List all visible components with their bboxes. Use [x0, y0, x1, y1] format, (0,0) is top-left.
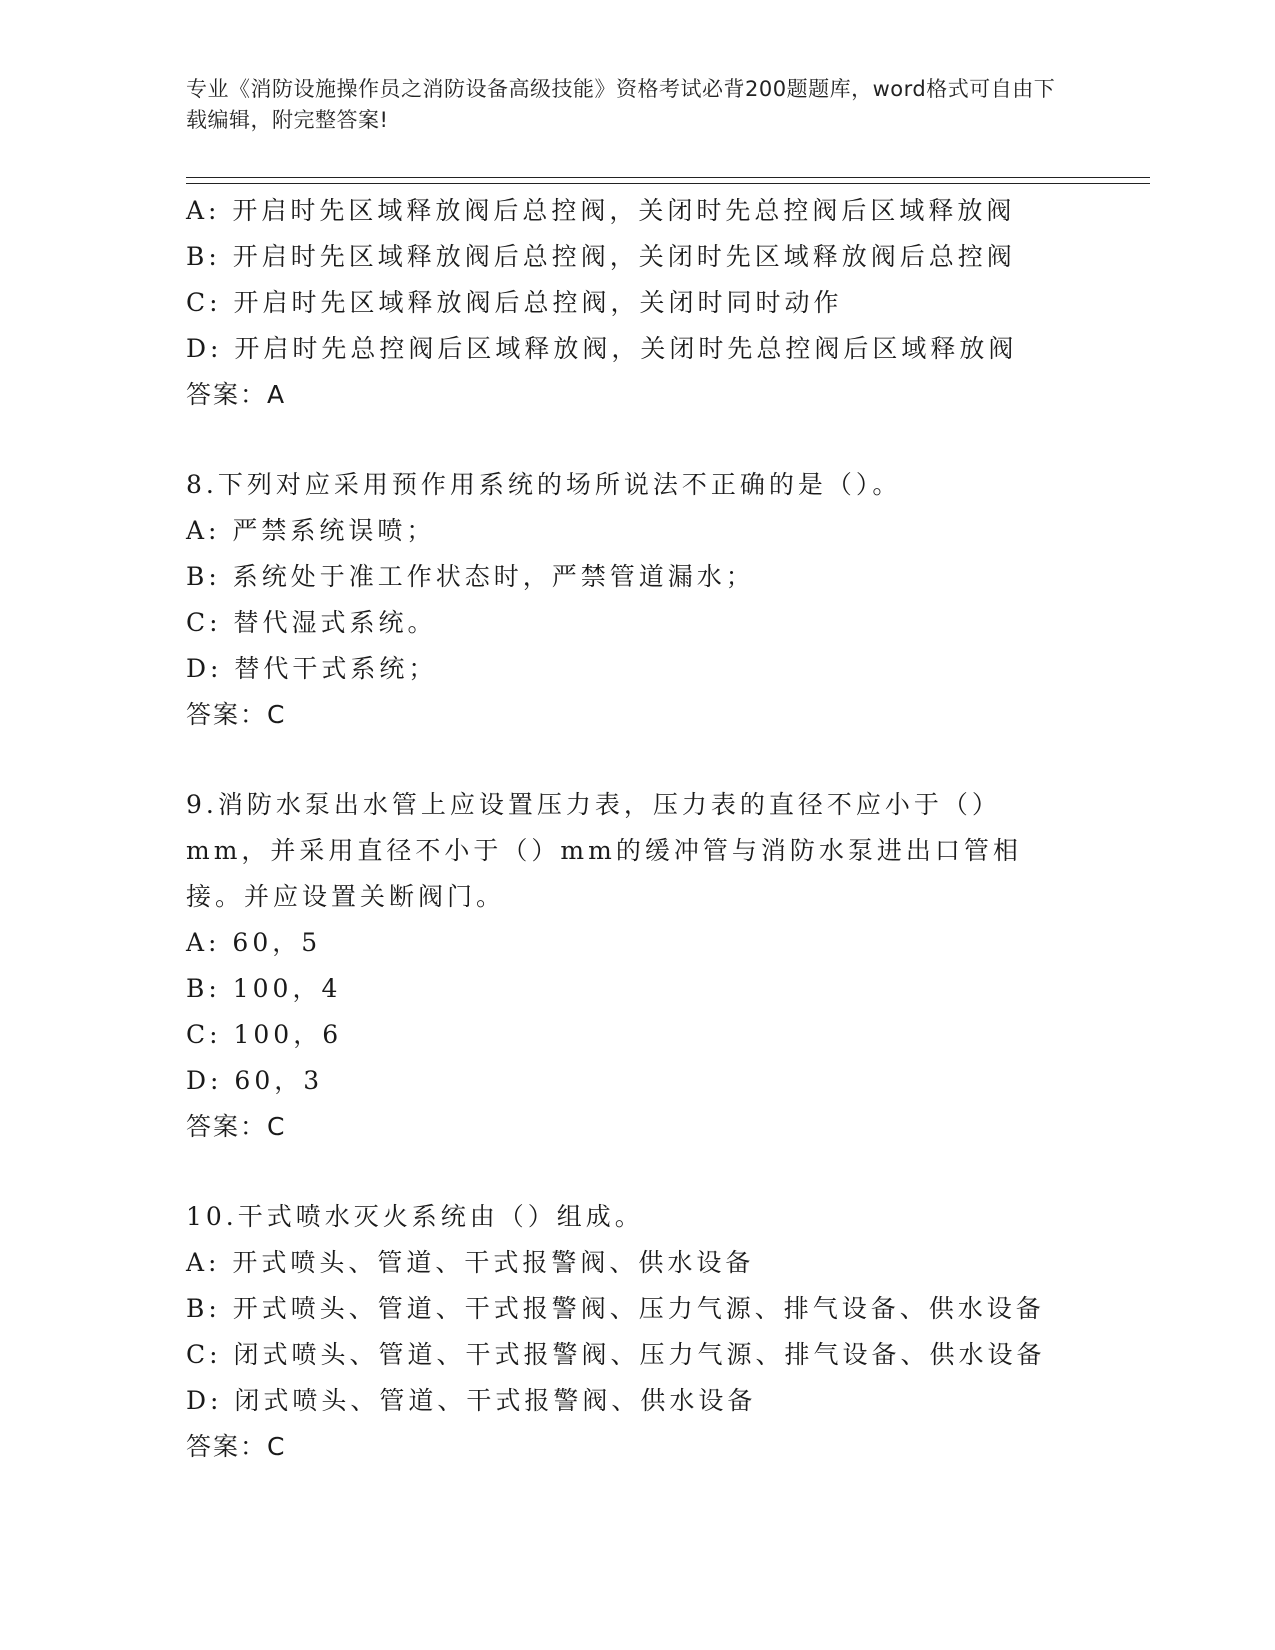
answer-line: 答案：C: [186, 700, 287, 729]
question-block-9: [186, 782, 1086, 1150]
question-text: 8.下列对应采用预作用系统的场所说法不正确的是（）。: [186, 470, 902, 499]
header-rule-top: [186, 177, 1150, 178]
option-d: D: 替代干式系统；: [186, 654, 438, 683]
option-b: B: 开启时先区域释放阀后总控阀，关闭时先区域释放阀后总控阀: [186, 242, 1016, 271]
option-b: B: 开式喷头、管道、干式报警阀、压力气源、排气设备、供水设备: [186, 1294, 1045, 1323]
option-a: A: 60，5: [186, 928, 322, 957]
answer-line: 答案：A: [186, 380, 287, 409]
spacer: [186, 1150, 1086, 1194]
question-list: [186, 188, 1086, 1470]
option-a: A: 开启时先区域释放阀后总控阀，关闭时先总控阀后区域释放阀: [186, 196, 1016, 225]
option-b: B: 系统处于准工作状态时，严禁管道漏水；: [186, 562, 755, 591]
answer-line: 答案：C: [186, 1112, 287, 1141]
question-block-7: [186, 188, 1086, 418]
option-b: B: 100，4: [186, 974, 342, 1003]
spacer: [186, 418, 1086, 462]
option-d: D: 闭式喷头、管道、干式报警阀、供水设备: [186, 1386, 757, 1415]
option-a: A: 开式喷头、管道、干式报警阀、供水设备: [186, 1248, 755, 1277]
spacer: [186, 738, 1086, 782]
option-c: C: 闭式喷头、管道、干式报警阀、压力气源、排气设备、供水设备: [186, 1340, 1046, 1369]
option-c: C: 100，6: [186, 1020, 343, 1049]
answer-line: 答案：C: [186, 1432, 287, 1461]
option-a: A: 严禁系统误喷；: [186, 516, 436, 545]
question-text: 10.干式喷水灭火系统由（）组成。: [186, 1202, 644, 1231]
question-text: 9.消防水泵出水管上应设置压力表，压力表的直径不应小于（）mm，并采用直径不小于（）mm的缓冲管与消防水泵进出口管相接。并应设置关断阀门。: [186, 790, 1022, 911]
option-d: D: 60，3: [186, 1066, 324, 1095]
question-block-10: [186, 1194, 1086, 1470]
option-c: C: 开启时先区域释放阀后总控阀，关闭时同时动作: [186, 288, 843, 317]
option-c: C: 替代湿式系统。: [186, 608, 437, 637]
question-block-8: [186, 462, 1086, 738]
option-d: D: 开启时先总控阀后区域释放阀，关闭时先总控阀后区域释放阀: [186, 334, 1018, 363]
header-rule-bottom: [186, 183, 1150, 184]
document-header: 专业《消防设施操作员之消防设备高级技能》资格考试必背200题题库，word格式可自由下载编辑，附完整答案!: [186, 77, 1056, 132]
